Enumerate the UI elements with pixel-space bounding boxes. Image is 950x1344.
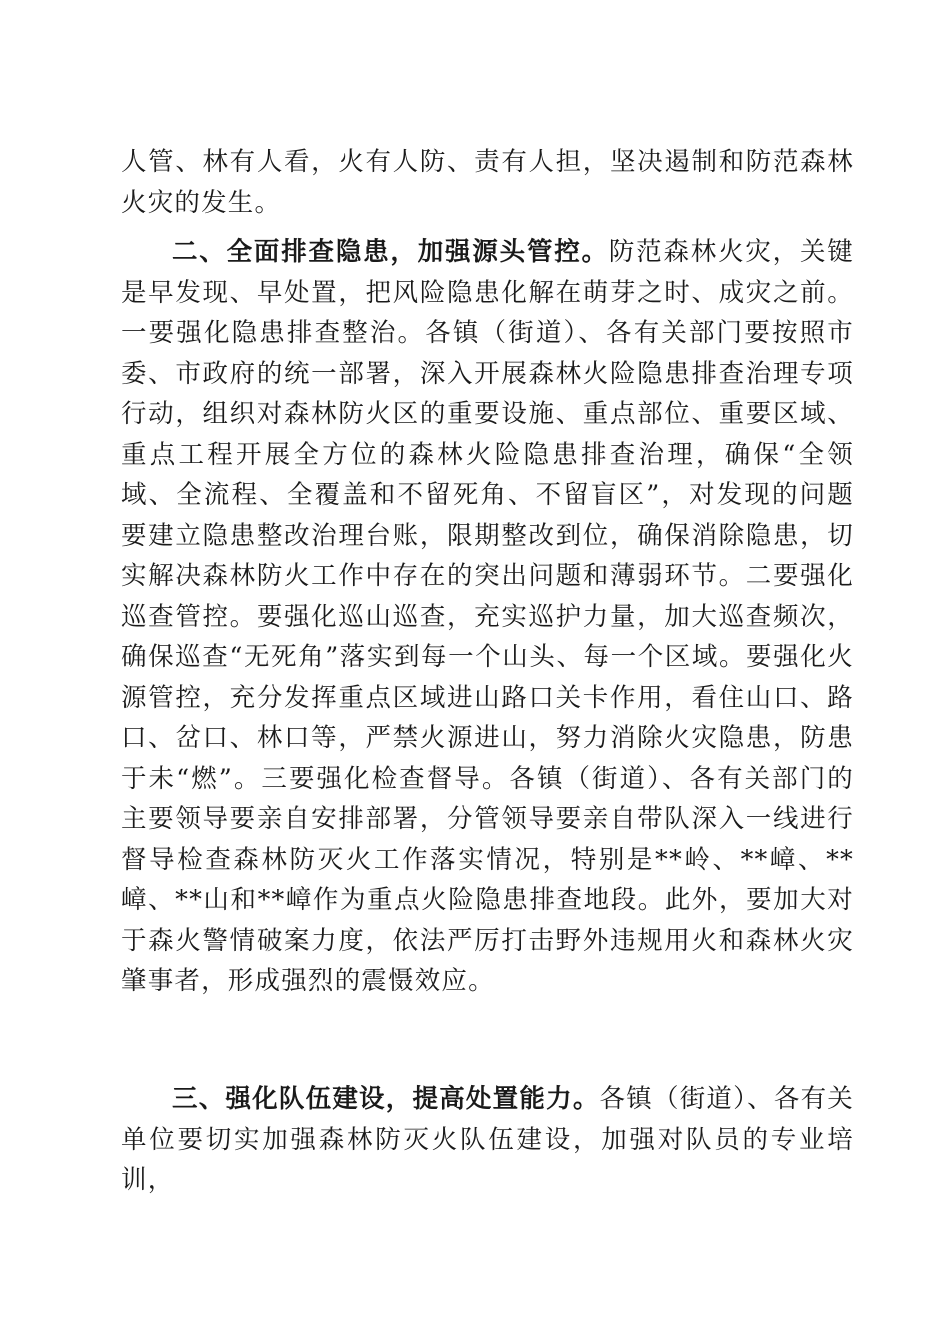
paragraph-2 [121, 232, 854, 1002]
section-three [121, 1079, 854, 1201]
paragraph-3 [121, 1079, 854, 1201]
paragraph-1 [121, 142, 854, 223]
paragraph-1-body: 人管、林有人看，火有人防、责有人担，坚决遏制和防范森林火灾的发生。 [121, 147, 854, 218]
section-two [121, 232, 854, 1002]
section-two-body: 防范森林火灾，关键是早发现、早处置，把风险隐患化解在萌芽之时、成灾之前。一要强化隐患排查整治。各镇（街道）、各有关部门要按照市委、市政府的统一部署，深入开展森林火险隐患排查治理专项行动，组织对森林防火区的重要设施、重点部位、重要区域、重点工程开展全方位的森林火险隐患排查治理，确保“全领域、全流程、全覆盖和不留死角、不留盲区”，对发现的问题要建立隐患整改治理台账，限期整改到位，确保消除隐患，切实解决森林防火工作中存在的突出问题和薄弱环节。二要强化巡查管控。要强化巡山巡查，充实巡护力量，加大巡查频次，确保巡查“无死角”落实到每一个山头、每一个区域。要强化火源管控，充分发挥重点区域进山路口关卡作用，看住山口、路口、岔口、林口等，严禁火源进山，努力消除火灾隐患，防患于未“燃”。三要强化检查督导。各镇（街道）、各有关部门的主要领导要亲自安排部署，分管领导要亲自带队深入一线进行督导检查森林防灭火工作落实情况，特别是**岭、**嶂、**嶂、**山和**嶂作为重点火险隐患排查地段。此外，要加大对于森火警情破案力度，依法严厉打击野外违规用火和森林火灾肇事者，形成强烈的震慑效应。 [121, 237, 854, 996]
section-three-heading: 三、强化队伍建设，提高处置能力。 [172, 1084, 600, 1114]
paragraph-continuation [121, 142, 854, 223]
section-three-body: 各镇（街道）、各有关单位要切实加强森林防灭火队伍建设，加强对队员的专业培训， [121, 1084, 854, 1195]
section-two-heading: 二、全面排查隐患，加强源头管控。 [172, 237, 609, 267]
